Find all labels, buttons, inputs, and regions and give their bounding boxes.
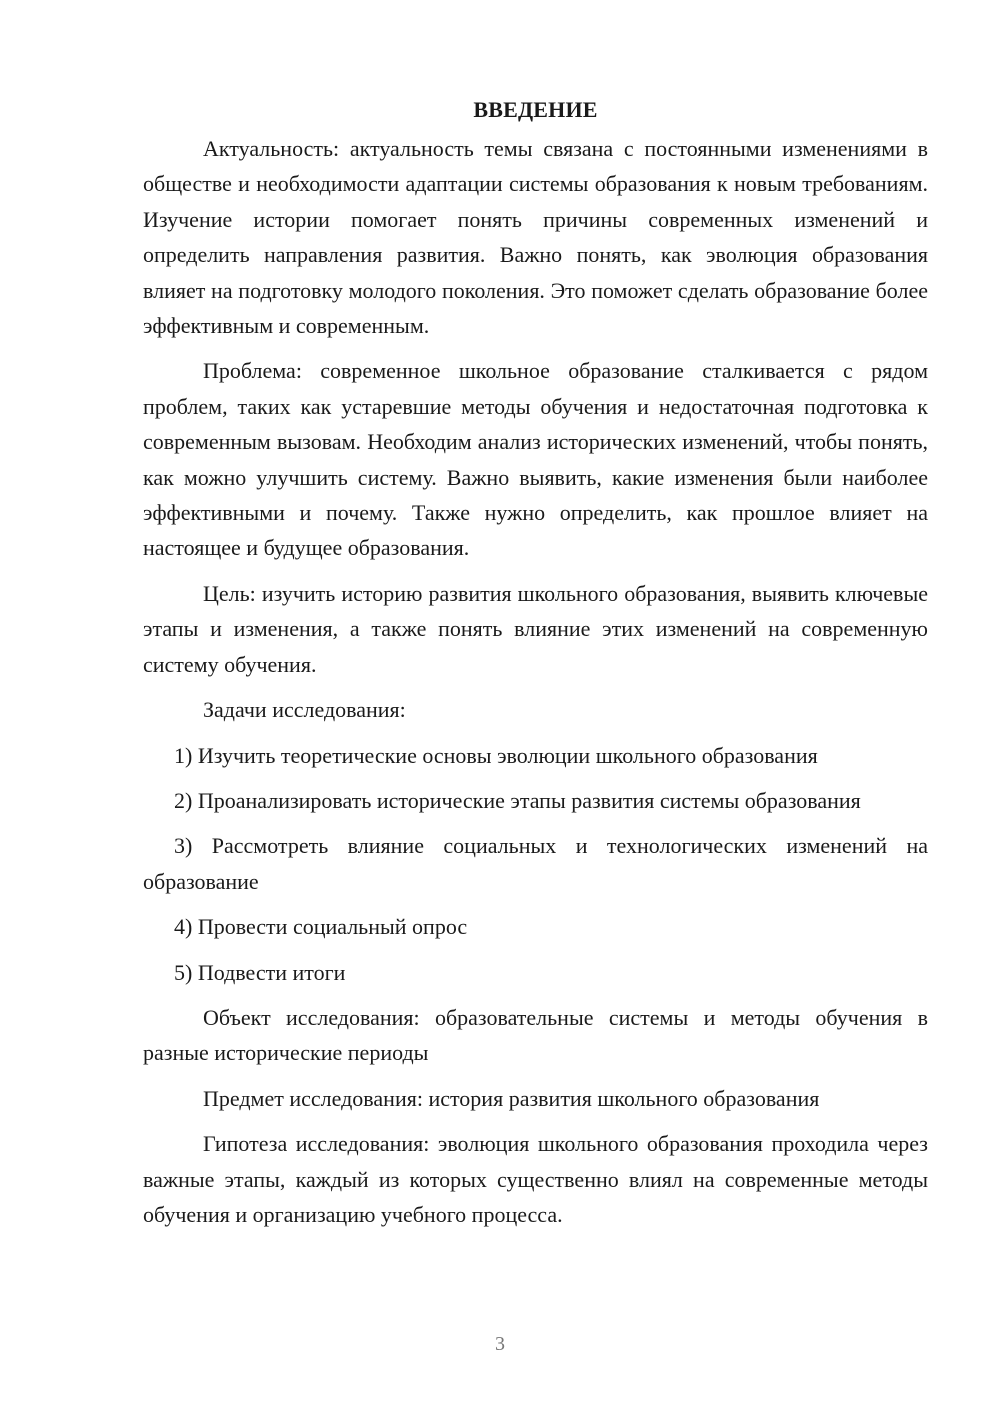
problem-paragraph: Проблема: современное школьное образование сталкивается с рядом проблем, таких как устаревшие методы обучения и недостаточная подготовка к современным вызовам. Необходим анализ исторических изменений, чтобы понять, как можно улучшить систему. Важно выявить, какие изменения были наиболее эффективными и почему. Также нужно определить, как прошлое влияет на настоящее и будущее образования. — [143, 358, 928, 561]
task-item: 3) Рассмотреть влияние социальных и технологических изменений на образование — [143, 833, 928, 894]
task-item: 5) Подвести итоги — [174, 959, 346, 985]
task-item: 4) Провести социальный опрос — [174, 914, 468, 940]
actuality-paragraph: Актуальность: актуальность темы связана с постоянными изменениями в обществе и необходимости адаптации системы образования к новым требованиям. Изучение истории помогает понять причины современных изменений и определить направления развития. Важно понять, как эволюция образования влияет на подготовку молодого поколения. Это поможет сделать образование более эффективным и современным. — [143, 136, 928, 339]
goal-paragraph: Цель: изучить историю развития школьного образования, выявить ключевые этапы и изменения, а также понять влияние этих изменений на современную систему обучения. — [143, 580, 928, 677]
section-title: ВВЕДЕНИЕ — [473, 97, 598, 122]
hypothesis-paragraph: Гипотеза исследования: эволюция школьного образования проходила через важные этапы, каждый из которых существенно влиял на современные методы обучения и организацию учебного процесса. — [143, 1131, 928, 1227]
page-number: 3 — [495, 1333, 505, 1355]
object-paragraph: Объект исследования: образовательные системы и методы обучения в разные исторические периоды — [143, 1004, 928, 1066]
task-item: 2) Проанализировать исторические этапы развития системы образования — [174, 787, 861, 813]
tasks-heading: Задачи исследования: — [203, 697, 406, 723]
document-page — [143, 92, 928, 1242]
subject-paragraph: Предмет исследования: история развития школьного образования — [203, 1085, 820, 1111]
task-item: 1) Изучить теоретические основы эволюции школьного образования — [174, 742, 818, 768]
